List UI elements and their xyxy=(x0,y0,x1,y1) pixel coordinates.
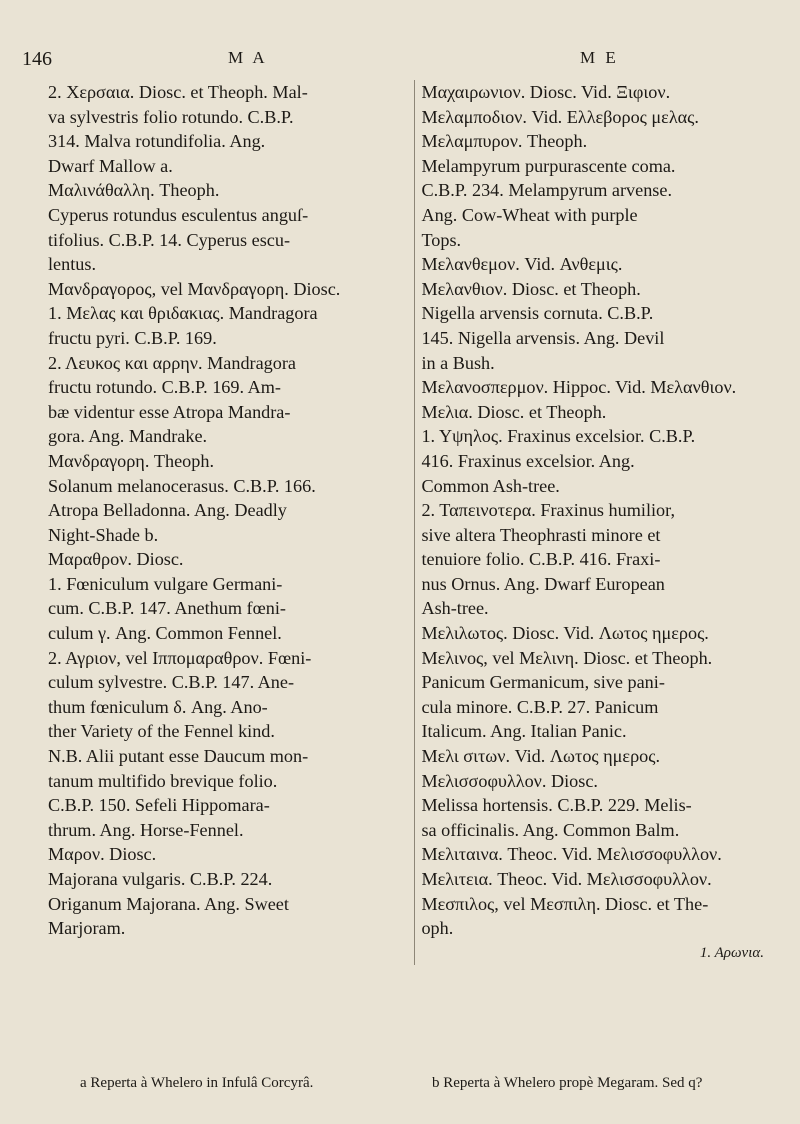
text-line: 1. Fœniculum vulgare Germani- xyxy=(48,573,283,594)
text-line: Μελισσοφυλλον. Diosc. xyxy=(421,770,598,791)
text-line: 314. Malva rotundifolia. Ang. xyxy=(48,131,266,152)
right-column xyxy=(414,80,768,965)
page-number: 146 xyxy=(22,48,52,70)
text-line: Μεσπιλος, vel Μεσπιλη. Diosc. et The- xyxy=(421,893,709,914)
text-line: Μαχαιρωνιον. Diosc. Vid. Ξιφιον. xyxy=(421,82,671,102)
running-head xyxy=(0,44,800,74)
text-line: Μελανθεμον. Vid. Ανθεμις. xyxy=(421,254,623,275)
text-line: Μελιταινα. Theoc. Vid. Μελισσοφυλλον. xyxy=(421,844,722,865)
text-line: fructu rotundo. C.B.P. 169. Am- xyxy=(48,377,281,398)
text-line: Solanum melanocerasus. C.B.P. 166. xyxy=(48,475,316,496)
text-line: sive altera Theophrasti minore et xyxy=(421,524,661,545)
text-line: Marjoram. xyxy=(48,918,126,939)
text-line: Common Ash-tree. xyxy=(421,475,560,496)
text-line: ther Variety of the Fennel kind. xyxy=(48,721,275,742)
text-line: 2. Λευκος και αρρην. Mandragora xyxy=(48,352,296,373)
text-line: thum fœniculum δ. Ang. Ano- xyxy=(48,696,268,717)
text-line: Melampyrum purpurascente coma. xyxy=(421,155,676,176)
text-line: tanum multifido brevique folio. xyxy=(48,770,278,791)
text-line: Μαρον. Diosc. xyxy=(48,844,157,865)
footnote-a: a Reperta à Whelero in Infulâ Corcyrâ. xyxy=(80,1075,314,1091)
text-line: bæ videntur esse Atropa Mandra- xyxy=(48,401,291,422)
text-line: va sylvestris folio rotundo. C.B.P. xyxy=(48,106,294,127)
text-line: nus Ornus. Ang. Dwarf European xyxy=(421,573,665,594)
catchword: 1. Αρωνια. xyxy=(699,944,764,961)
text-line: Night-Shade b. xyxy=(48,524,159,545)
text-line: 1. Μελας και θριδακιας. Mandragora xyxy=(48,303,318,324)
text-line: Μελι σιτων. Vid. Λωτος ημερος. xyxy=(421,746,660,767)
text-line: Dwarf Mallow a. xyxy=(48,155,173,176)
text-line: Ash-tree. xyxy=(421,598,489,619)
running-head-left: M A xyxy=(228,48,268,67)
text-line: 2. Αγριον, vel Ιππομαραθρον. Fœni- xyxy=(48,647,312,668)
left-column xyxy=(48,80,402,965)
text-line: in a Bush. xyxy=(421,352,495,373)
text-line: Italicum. Ang. Italian Panic. xyxy=(421,721,627,742)
text-line: N.B. Alii putant esse Daucum mon- xyxy=(48,746,309,767)
text-line: cula minore. C.B.P. 27. Panicum xyxy=(421,696,659,717)
text-line: Μαραθρον. Diosc. xyxy=(48,549,184,570)
text-line: Tops. xyxy=(421,229,462,250)
text-line: 1. Υψηλος. Fraxinus excelsior. C.B.P. xyxy=(421,426,696,447)
text-line: tenuiore folio. C.B.P. 416. Fraxi- xyxy=(421,549,661,570)
text-line: Μελιλωτος. Diosc. Vid. Λωτος ημερος. xyxy=(421,623,709,644)
text-line: Μαλινάθαλλη. Theoph. xyxy=(48,180,220,201)
text-line: tifolius. C.B.P. 14. Cyperus escu- xyxy=(48,229,290,250)
text-line: Majorana vulgaris. C.B.P. 224. xyxy=(48,869,273,889)
text-line: Μελανοσπερμον. Hippoc. Vid. Μελανθιον. xyxy=(421,377,737,398)
text-line: Μελιτεια. Theoc. Vid. Μελισσοφυλλον. xyxy=(421,869,712,889)
text-line: C.B.P. 150. Sefeli Hippomara- xyxy=(48,795,270,816)
text-line: Nigella arvensis cornuta. C.B.P. xyxy=(421,303,654,324)
text-line: Μελαμποδιον. Vid. Ελλεβορος μελας. xyxy=(421,106,699,127)
text-line: C.B.P. 234. Melampyrum arvense. xyxy=(421,180,672,201)
text-line: Μελια. Diosc. et Theoph. xyxy=(421,401,607,422)
text-line: cum. C.B.P. 147. Anethum fœni- xyxy=(48,598,286,619)
text-line: Μανδραγορη. Theoph. xyxy=(48,450,215,471)
text-line: gora. Ang. Mandrake. xyxy=(48,426,208,447)
text-line: culum sylvestre. C.B.P. 147. Ane- xyxy=(48,672,295,693)
text-line: lentus. xyxy=(48,254,96,275)
text-line: 145. Nigella arvensis. Ang. Devil xyxy=(421,327,665,348)
text-line: 416. Fraxinus excelsior. Ang. xyxy=(421,450,635,471)
text-columns xyxy=(48,80,778,965)
text-line: oph. xyxy=(421,918,454,939)
text-line: culum γ. Ang. Common Fennel. xyxy=(48,623,282,644)
text-line: sa officinalis. Ang. Common Balm. xyxy=(421,819,680,840)
text-line: Atropa Belladonna. Ang. Deadly xyxy=(48,500,287,521)
text-line: 2. Χερσαια. Diosc. et Theoph. Mal- xyxy=(48,82,308,102)
running-head-right: M E xyxy=(580,48,619,67)
text-line: Origanum Majorana. Ang. Sweet xyxy=(48,893,289,914)
footnote-b: b Reperta à Whelero propè Megaram. Sed q? xyxy=(432,1075,703,1091)
text-line: Ang. Cow-Wheat with purple xyxy=(421,204,638,225)
text-line: Panicum Germanicum, sive pani- xyxy=(421,672,665,693)
text-line: Μανδραγορος, vel Μανδραγορη. Diosc. xyxy=(48,278,341,299)
text-line: thrum. Ang. Horse-Fennel. xyxy=(48,819,244,840)
text-line: 2. Ταπεινοτερα. Fraxinus humilior, xyxy=(421,500,676,521)
text-line: Μελαμπυρον. Theoph. xyxy=(421,131,588,152)
text-line: Μελινος, vel Μελινη. Diosc. et Theoph. xyxy=(421,647,713,668)
text-line: fructu pyri. C.B.P. 169. xyxy=(48,327,217,348)
text-line: Cyperus rotundus esculentus anguſ- xyxy=(48,204,309,225)
text-line: Melissa hortensis. C.B.P. 229. Melis- xyxy=(421,795,692,816)
text-line: Μελανθιον. Diosc. et Theoph. xyxy=(421,278,641,299)
